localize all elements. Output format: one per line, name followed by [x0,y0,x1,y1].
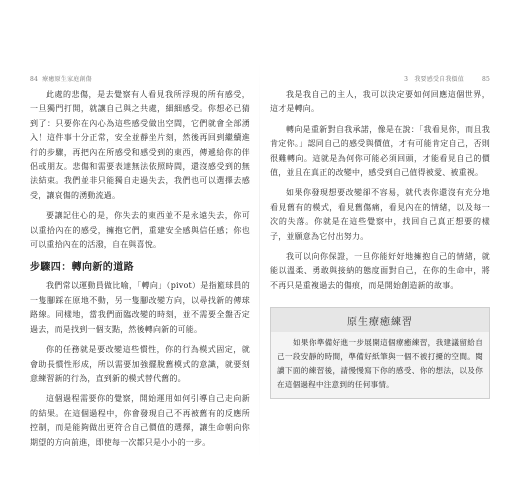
practice-title: 原生療癒練習 [271,308,489,332]
left-paragraph-1: 此處的悲傷，是去覺察有人看見我所浮現的所有感受，一旦獨門打開，就讓自己與之共處，細細感受。你想必已猜到了：只要你在內心為這些感受做出空間，它們就會全部湧入！這件事十分正常，安全並靜坐片刻，然後再回到繼續進行的步驟，再把內在所感受和感受到的東西，傳遞給你的伴侶或朋友。悲傷和需要表達無法依照時間，還沒感受到的無法結束。我們並非只能獨自走過失去，我們也可以選擇去感受，讓哀傷的湧動流過。 [30,90,250,200]
left-running-head [30,74,250,88]
practice-box [270,307,490,399]
left-paragraph-2: 要讓記住心的是，你失去的東西並不是永遠失去，你可以重拾內在的感受，擁抱它們，重建安全感與信任感；你也可以重拾內在的活潑，自在與喜悅。 [30,211,250,250]
gutter-shadow [259,60,260,460]
right-chapter-title: 3 我要感受自我價值 [404,76,464,83]
right-paragraph-1: 我是我自己的主人，我可以決定要如何回應這個世界，這才是轉向。 [270,90,490,114]
practice-text: 如果你準備好進一步展開這個療癒練習，我建議留給自己一段安靜的時間，準備好紙筆與一個不被打擾的空間。閱讀下面的練習後，請慢慢寫下你的感受、你的想法，以及你在這個過程中注意到的任何事情。 [277,338,483,390]
right-running-head [270,74,490,88]
step-paragraph-3: 這個過程需要你的覺察，開始運用如何引導自己走向新的結果。在這個過程中，你會發現自己不再被舊有的反應所控制，而是能夠做出更符合自己價值的選擇，讓生命朝向你期望的方向前進，即使每一次都只是小小的一步。 [30,394,250,447]
left-page [30,74,250,450]
right-paragraph-2: 轉向是重新對自我承諾，像是在說：「我看見你，而且我肯定你。」認同自己的感受與價值，才有可能肯定自己，否則很難轉向。這就是為何你可能必須回頭，才能看見自己的價值，並且在真正的改變中，感受到自己值得被愛、被重視。 [270,124,490,178]
right-page [270,74,490,399]
right-paragraph-3: 如果你發現想要改變卻不容易，就代表你還沒有充分地看見舊有的模式，看見舊傷痛，看見內在的情緒，以及每一次的失落。你就是在這些覺察中，找回自己真正想要的樣子，並願意為它付出努力。 [270,188,490,241]
left-page-number: 84 [30,76,39,83]
step-paragraph-2: 你的任務就是要改變這些慣性，你的行為模式固定，就會助長慣性形成，所以需要加強擺脫舊模式的意識，就要刻意練習新的行為，直到新的模式替代舊的。 [30,345,250,383]
left-book-title: 療癒原生家庭創傷 [42,76,92,83]
right-paragraph-4: 我可以向你保證，一旦你能好好地擁抱自己的情緒，就能以溫柔、勇敢與接納的態度面對自己，在你的生命中，將不再只是重複過去的傷痕，而是開始創造新的故事。 [270,252,490,290]
step-heading: 步驟四：轉向新的道路 [30,262,134,274]
left-header-label [30,74,92,83]
step-paragraph-1: 我們常以運動員做比喻，「轉向」（pivot）是指籃球員的一隻腳踩在原地不動，另一隻腳改變方向，以尋找新的傳球路線。同樣地，當我們面臨改變的時刻，並不需要全盤否定過去，而是找到一個支點，然後轉向新的可能。 [30,281,250,334]
right-page-number: 85 [481,76,490,83]
